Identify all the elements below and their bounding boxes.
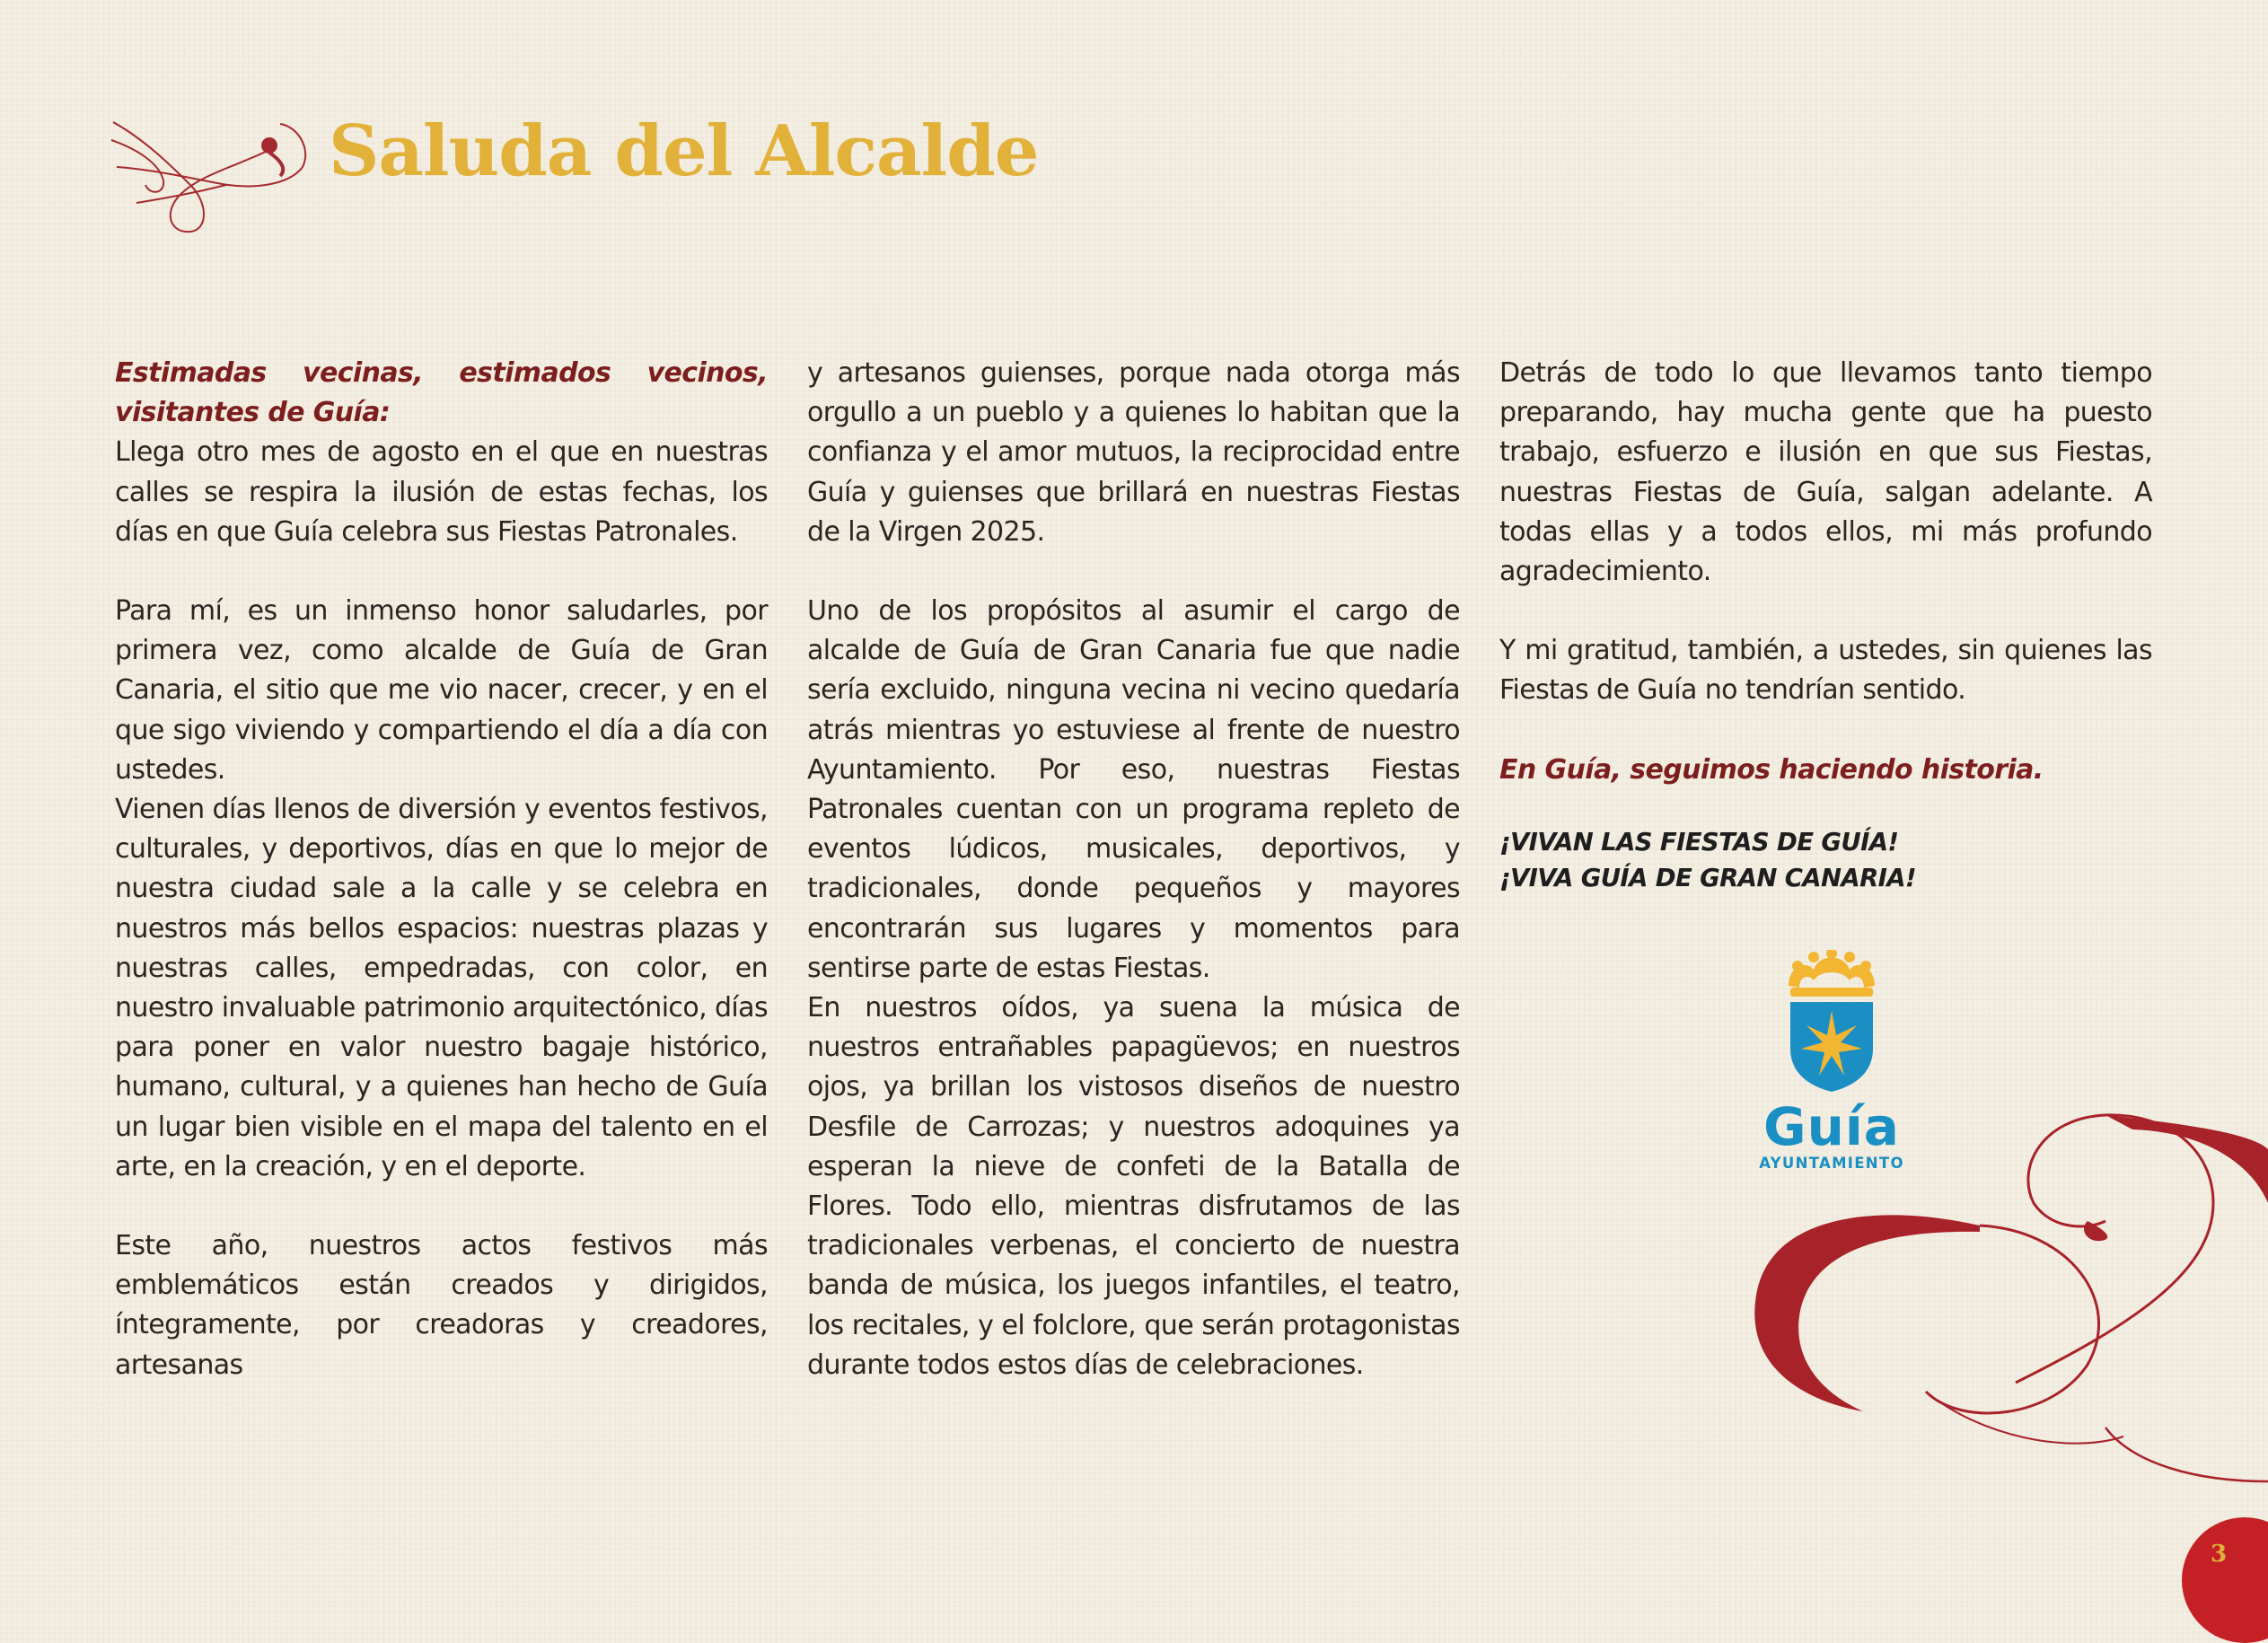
text-column-1: [115, 354, 768, 1385]
paragraph: y artesanos guienses, porque nada otorga más orgullo a un pueblo y a quienes lo habitan que la confianza y el amor mutuos, la reciprocidad entre Guía y guienses que brillará en nuestras Fiestas de la Virgen 2025.: [807, 357, 1460, 548]
page-title: Saluda del Alcalde: [329, 110, 1039, 192]
logo-subtitle: AYUNTAMIENTO: [1759, 1155, 1904, 1172]
page-number: 3: [2210, 1541, 2228, 1568]
greeting-text: Estimadas vecinas, estimados vecinos, visitantes de Guía:: [115, 357, 768, 429]
text-column-3: [1499, 354, 2152, 896]
closing-line-2: ¡VIVA GUÍA DE GRAN CANARIA!: [1499, 863, 1916, 892]
title-flourish-ornament: [110, 113, 309, 237]
paragraph: Para mí, es un inmenso honor saludarles, por primera vez, como alcalde de Guía de Gran Canaria, el sitio que me vio nacer, crecer, y en el que sigo viviendo y compartiendo el día a día con ustedes.: [115, 595, 768, 786]
page-number-badge: [2182, 1517, 2268, 1643]
paragraph: Llega otro mes de agosto en el que en nuestras calles se respira la ilusión de estas fechas, los días en que Guía celebra sus Fiestas Patronales.: [115, 436, 768, 548]
paragraph: Vienen días llenos de diversión y eventos festivos, culturales, y deportivos, días en que lo mejor de nuestra ciudad sale a la calle y se celebra en nuestros más bellos espacios: nuestras plazas y nuestras calles, empedradas, con color, en nuestro invaluable patrimonio arquitectónico, días para poner en valor nuestro bagaje histórico, humano, cultural, y a quienes han hecho de Guía un lugar bien visible en el mapa del talento en el arte, en la creación, y en el deporte.: [115, 794, 768, 1182]
closing-line-1: ¡VIVAN LAS FIESTAS DE GUÍA!: [1499, 827, 1899, 857]
text-column-2: [807, 354, 1460, 1385]
logo-name: Guía: [1763, 1096, 1900, 1157]
paragraph: Y mi gratitud, también, a ustedes, sin quienes las Fiestas de Guía no tendrían sentido.: [1499, 635, 2152, 707]
closing-exclamation: [1499, 824, 2152, 896]
motto-text: En Guía, seguimos haciendo historia.: [1499, 753, 2044, 786]
coat-of-arms-icon: [1778, 950, 1886, 1094]
paragraph: Uno de los propósitos al asumir el cargo de alcalde de Guía de Gran Canaria fue que nadie sería excluido, ninguna vecina ni vecino quedaría atrás mientras yo estuviese al frente de nuestro Ayuntamiento. Por eso, nuestras Fiestas Patronales cuentan con un programa repleto de eventos lúdicos, musicales, deportivos, y tradicionales, donde pequeños y mayores encontrarán sus lugares y momentos para sentirse parte de estas Fiestas.: [807, 595, 1460, 984]
paragraph: En nuestros oídos, ya suena la música de nuestros entrañables papagüevos; en nuestros ojos, ya brillan los vistosos diseños de nuestro Desfile de Carrozas; y nuestros adoquines ya esperan la nieve de confeti de la Batalla de Flores. Todo ello, mientras disfrutamos de las tradicionales verbenas, el concierto de nuestra banda de música, los juegos infantiles, el teatro, los recitales, y el folclore, que serán protagonistas durante todos estos días de celebraciones.: [807, 992, 1460, 1381]
paragraph: Este año, nuestros actos festivos más emblemáticos están creados y dirigidos, íntegramente, por creadoras y creadores, artesanas: [115, 1230, 768, 1381]
paragraph: Detrás de todo lo que llevamos tanto tiempo preparando, hay mucha gente que ha puesto trabajo, esfuerzo e ilusión en que sus Fiestas, nuestras Fiestas de Guía, salgan adelante. A todas ellas y a todos ellos, mi más profundo agradecimiento.: [1499, 357, 2152, 588]
decorative-letter-ornament: [1746, 1095, 2268, 1490]
